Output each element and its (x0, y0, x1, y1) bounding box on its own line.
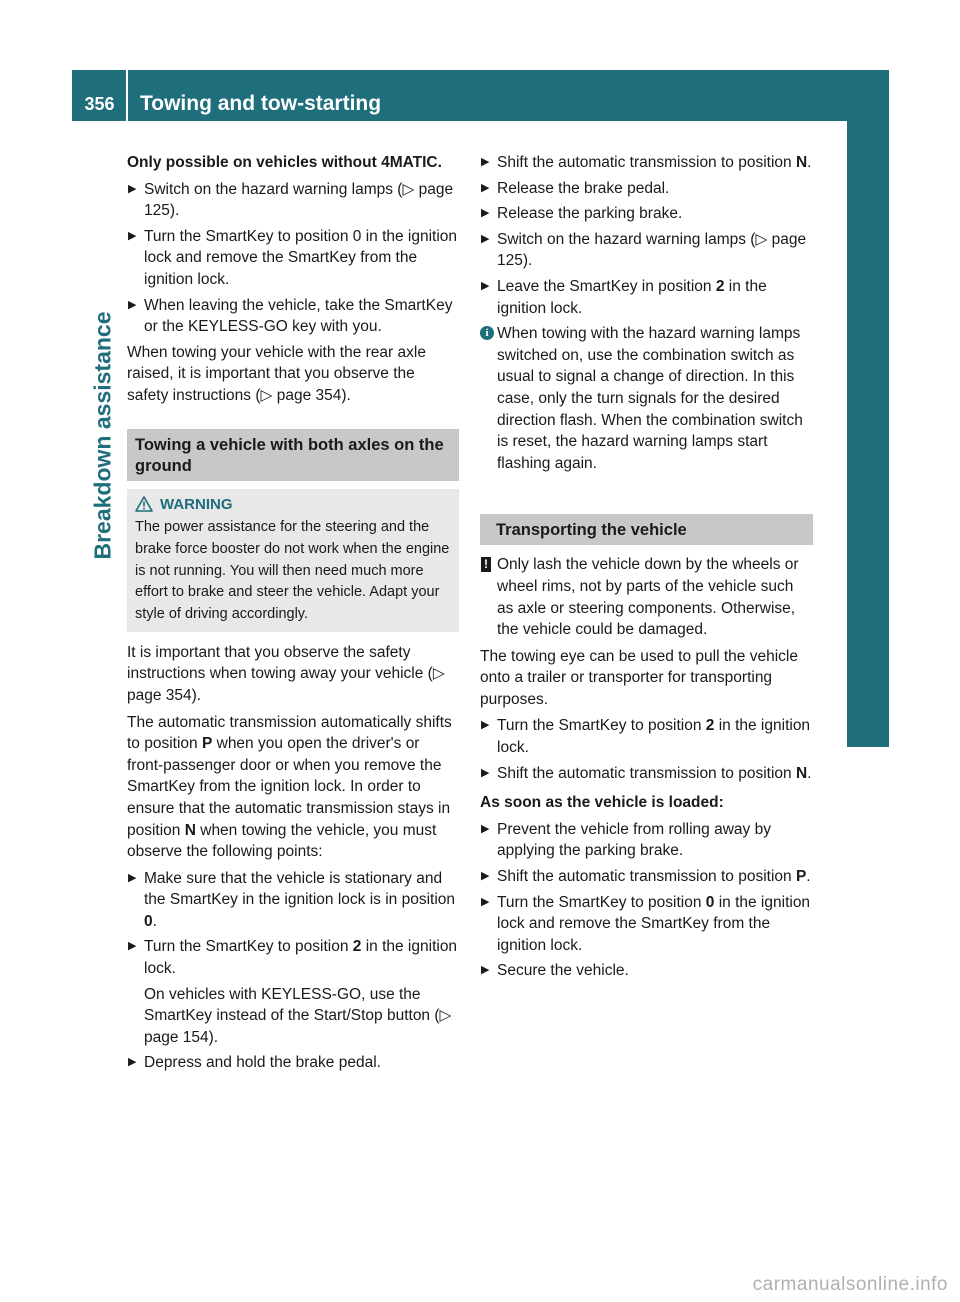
list-item: ▶ Prevent the vehicle from rolling away by applying the parking brake. (481, 820, 771, 860)
arrow-icon: ▶ (128, 940, 137, 953)
list-item: ▶ When leaving the vehicle, take the SmartKey or the KEYLESS-GO key with you. (128, 296, 453, 336)
list-item: ▶ Leave the SmartKey in position 2 in the ignition lock. (481, 277, 767, 317)
side-title-container (86, 130, 120, 740)
arrow-icon: ▶ (481, 156, 490, 168)
watermark-link[interactable]: carmanualsonline.info (752, 1274, 948, 1295)
arrow-icon: ▶ (128, 229, 137, 242)
right-column (480, 152, 813, 986)
arrow-icon: ▶ (481, 822, 490, 835)
arrow-icon: ▶ (481, 719, 490, 732)
list-item: ▶ Secure the vehicle. (480, 960, 813, 982)
left-column (127, 152, 459, 1078)
list-item: ▶ Switch on the hazard warning lamps (▷ page 125). (481, 230, 807, 270)
list-item: ▶ Turn the SmartKey to position 0 in the ignition lock and remove the SmartKey from the ignition lock. (128, 227, 458, 288)
warning-text: The power assistance for the steering and the brake force booster do not work when the engine is not running. You will then need much more effort to brake and steer the vehicle. Adapt your style of driving accordingly. (135, 519, 450, 623)
list-item: ▶ Depress and hold the brake pedal. (127, 1052, 459, 1074)
list-item: ▶ Make sure that the vehicle is stationary and the SmartKey in the ignition lock is in position 0. (128, 869, 456, 930)
exclamation-icon: ! (481, 557, 491, 572)
arrow-icon: ▶ (481, 181, 490, 194)
list-item: ▶ Release the parking brake. (480, 203, 813, 225)
arrow-icon: ▶ (481, 964, 490, 977)
info-note: i When towing with the hazard warning lamps switched on, use the combination switch as usual to signal a change of direction. In this case, only the turn signals for the desired direction flash. When the combination switch is reset, the hazard warning lamps start flashing again. (480, 323, 813, 474)
info-icon: i (480, 326, 494, 340)
arrow-icon: ▶ (128, 1056, 137, 1069)
loaded-heading: As soon as the vehicle is loaded: (480, 794, 724, 812)
arrow-icon: ▶ (481, 207, 490, 220)
warning-triangle-icon (135, 496, 153, 512)
list-item: ▶ Turn the SmartKey to position 2 in the ignition lock. On vehicles with KEYLESS-GO, use the SmartKey instead of the Start/Stop button (▷ page 154). (127, 936, 459, 1048)
list-item: ▶ Shift the automatic transmission to position P. (480, 866, 813, 888)
page-number: 356 (84, 94, 115, 114)
arrow-icon: ▶ (481, 766, 490, 779)
section-heading: Towing a vehicle with both axles on the ground (127, 429, 459, 481)
header-divider (126, 70, 128, 121)
paragraph: The towing eye can be used to pull the vehicle onto a trailer or transporter for transporting purposes. (480, 647, 798, 708)
intro-bold: Only possible on vehicles without 4MATIC. (127, 154, 442, 171)
list-item: ▶ Turn the SmartKey to position 0 in the ignition lock and remove the SmartKey from the ignition lock. (481, 893, 811, 954)
section-heading: Transporting the vehicle (480, 514, 813, 545)
arrow-icon: ▶ (128, 182, 137, 195)
section-side-title: Breakdown assistance (89, 310, 116, 560)
paragraph: It is important that you observe the safety instructions when towing away your vehicle (▷ page 354). (127, 643, 445, 704)
list-item: ▶ Release the brake pedal. (480, 178, 813, 200)
step-subtext: On vehicles with KEYLESS-GO, use the SmartKey instead of the Start/Stop button (▷ page 154). (144, 985, 452, 1046)
arrow-icon: ▶ (128, 871, 137, 884)
list-item: ▶ Shift the automatic transmission to position N. (480, 152, 813, 174)
side-tab (847, 121, 889, 747)
paragraph: The automatic transmission automatically shifts to position P when you open the driver's or front-passenger door or when you remove the SmartKey from the ignition lock. In order to ensure that the automatic transmission stays in position N when towing the vehicle, you must observe the following points: (127, 713, 452, 861)
page-title: Towing and tow-starting (140, 92, 382, 115)
warning-header (135, 494, 451, 516)
caution-note: ! Only lash the vehicle down by the wheels or wheel rims, not by parts of the vehicle such as axle or steering components. Otherwise, the vehicle could be damaged. (480, 554, 813, 640)
arrow-icon: ▶ (481, 279, 490, 292)
warning-label: WARNING (160, 495, 233, 513)
list-item: ▶ Shift the automatic transmission to position N. (480, 763, 813, 785)
list-item: ▶ Switch on the hazard warning lamps (▷ page 125). (128, 180, 454, 220)
list-item: ▶ Turn the SmartKey to position 2 in the ignition lock. (481, 717, 811, 757)
arrow-icon: ▶ (128, 298, 137, 311)
paragraph: When towing your vehicle with the rear axle raised, it is important that you observe the safety instructions (▷ page 354). (127, 343, 426, 404)
arrow-icon: ▶ (481, 895, 490, 908)
warning-box (127, 489, 459, 632)
arrow-icon: ▶ (481, 232, 490, 245)
arrow-icon: ▶ (481, 870, 490, 883)
